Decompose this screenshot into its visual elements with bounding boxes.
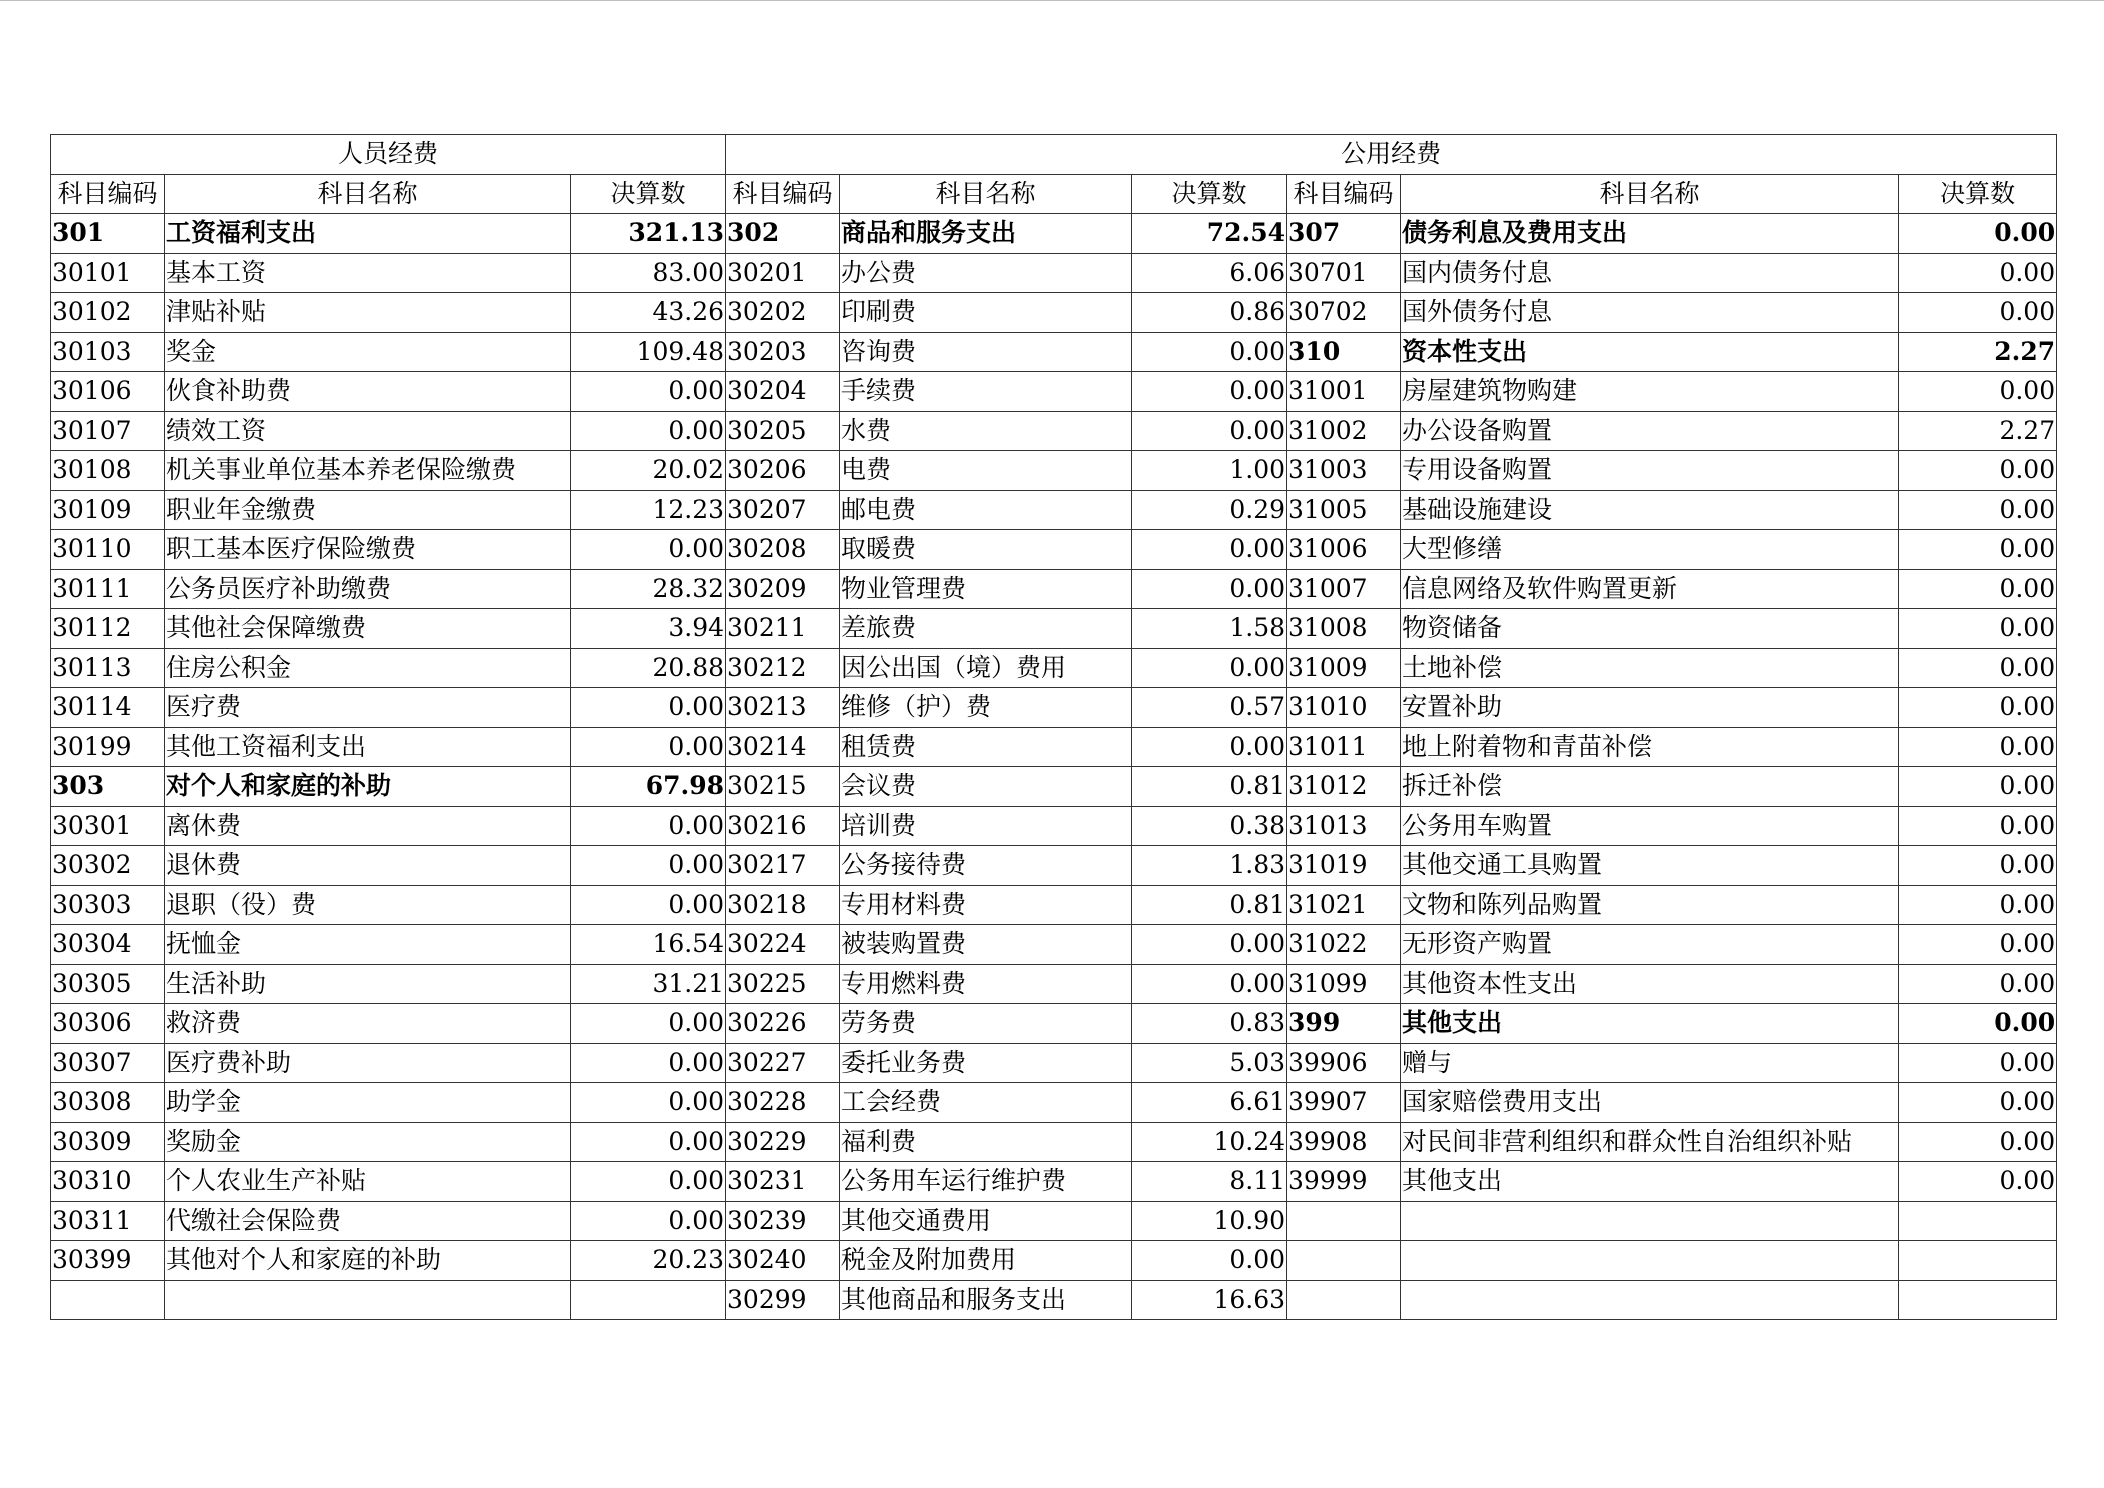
subject-name-cell: 会议费 [840,767,1132,807]
amount-cell: 0.00 [1899,253,2057,293]
subject-code-cell: 30212 [726,648,840,688]
subject-code-cell: 31002 [1287,411,1401,451]
subject-name-cell: 奖励金 [165,1122,571,1162]
subject-name-cell: 其他对个人和家庭的补助 [165,1241,571,1281]
amount-cell: 0.81 [1132,885,1287,925]
amount-cell [1899,1241,2057,1281]
subject-name-cell: 其他工资福利支出 [165,727,571,767]
subject-code-cell: 39906 [1287,1043,1401,1083]
amount-cell: 0.00 [571,727,726,767]
amount-cell: 0.00 [1132,372,1287,412]
table-row [51,727,2057,767]
subject-code-cell: 30399 [51,1241,165,1281]
table-row [51,885,2057,925]
subject-code-cell [1287,1201,1401,1241]
subject-name-cell: 国内债务付息 [1401,253,1899,293]
subject-name-cell: 退职（役）费 [165,885,571,925]
amount-cell: 6.06 [1132,253,1287,293]
subject-code-cell: 30225 [726,964,840,1004]
table-row [51,806,2057,846]
subject-name-cell: 培训费 [840,806,1132,846]
amount-cell: 0.00 [1899,451,2057,491]
table-row [51,609,2057,649]
subject-code-cell: 31008 [1287,609,1401,649]
table-row [51,214,2057,254]
subject-code-cell: 30239 [726,1201,840,1241]
amount-cell: 0.00 [1132,332,1287,372]
amount-cell: 0.00 [1132,648,1287,688]
amount-cell: 0.00 [1132,727,1287,767]
subject-code-cell: 30204 [726,372,840,412]
amount-cell: 0.00 [571,1083,726,1123]
amount-cell: 0.81 [1132,767,1287,807]
subject-code-cell: 30215 [726,767,840,807]
subject-name-cell: 离休费 [165,806,571,846]
table-row [51,372,2057,412]
amount-cell: 0.38 [1132,806,1287,846]
subject-name-cell: 职工基本医疗保险缴费 [165,530,571,570]
public-expenses-header: 公用经费 [726,135,2057,175]
subject-name-cell: 被装购置费 [840,925,1132,965]
subject-code-cell: 31006 [1287,530,1401,570]
subject-name-cell: 安置补助 [1401,688,1899,728]
subject-code-cell: 30111 [51,569,165,609]
subject-name-cell: 机关事业单位基本养老保险缴费 [165,451,571,491]
amount-cell: 83.00 [571,253,726,293]
subject-name-cell [1401,1241,1899,1281]
subject-code-cell: 31019 [1287,846,1401,886]
subject-name-cell: 物资储备 [1401,609,1899,649]
subject-code-cell: 31007 [1287,569,1401,609]
subject-name-cell: 手续费 [840,372,1132,412]
table-row [51,490,2057,530]
table-row [51,688,2057,728]
amount-cell: 0.00 [1899,964,2057,1004]
subject-name-cell: 其他支出 [1401,1162,1899,1202]
subject-code-cell: 30311 [51,1201,165,1241]
subject-code-cell: 30310 [51,1162,165,1202]
subject-code-cell: 31021 [1287,885,1401,925]
subject-code-cell: 30113 [51,648,165,688]
subject-name-cell: 代缴社会保险费 [165,1201,571,1241]
table-row [51,293,2057,333]
subject-name-cell: 工资福利支出 [165,214,571,254]
amount-cell: 0.00 [571,1162,726,1202]
subject-code-cell: 30305 [51,964,165,1004]
table-row [51,1122,2057,1162]
amount-cell [571,1280,726,1320]
subject-code-cell: 307 [1287,214,1401,254]
subject-name-cell: 劳务费 [840,1004,1132,1044]
subject-name-cell: 办公费 [840,253,1132,293]
amount-cell: 16.54 [571,925,726,965]
subject-name-cell: 专用材料费 [840,885,1132,925]
subject-code-cell: 39908 [1287,1122,1401,1162]
amount-cell: 0.00 [1899,293,2057,333]
table-row [51,964,2057,1004]
subject-name-cell: 助学金 [165,1083,571,1123]
subject-code-cell: 39999 [1287,1162,1401,1202]
subject-name-cell: 其他社会保障缴费 [165,609,571,649]
subject-code-cell: 30224 [726,925,840,965]
table-row [51,1241,2057,1281]
amount-cell: 12.23 [571,490,726,530]
subject-code-cell: 30702 [1287,293,1401,333]
amount-cell: 0.00 [1899,1083,2057,1123]
subject-name-cell: 福利费 [840,1122,1132,1162]
subject-code-cell: 30213 [726,688,840,728]
col-header-name: 科目名称 [165,174,571,214]
subject-name-cell: 其他交通费用 [840,1201,1132,1241]
amount-cell: 0.00 [1899,490,2057,530]
subject-code-cell: 30211 [726,609,840,649]
col-header-code: 科目编码 [1287,174,1401,214]
amount-cell: 0.00 [1899,846,2057,886]
subject-name-cell: 租赁费 [840,727,1132,767]
subject-code-cell: 31022 [1287,925,1401,965]
subject-code-cell: 30206 [726,451,840,491]
subject-name-cell: 伙食补助费 [165,372,571,412]
subject-code-cell: 30302 [51,846,165,886]
subject-name-cell: 因公出国（境）费用 [840,648,1132,688]
subject-code-cell [51,1280,165,1320]
subject-name-cell: 生活补助 [165,964,571,1004]
amount-cell: 0.00 [571,1004,726,1044]
subject-name-cell: 退休费 [165,846,571,886]
subject-name-cell: 拆迁补偿 [1401,767,1899,807]
col-header-name: 科目名称 [840,174,1132,214]
subject-name-cell: 住房公积金 [165,648,571,688]
subject-code-cell: 302 [726,214,840,254]
subject-code-cell: 30106 [51,372,165,412]
subject-name-cell: 对民间非营利组织和群众性自治组织补贴 [1401,1122,1899,1162]
amount-cell: 0.00 [571,372,726,412]
amount-cell: 72.54 [1132,214,1287,254]
subject-code-cell: 30301 [51,806,165,846]
subject-name-cell: 医疗费补助 [165,1043,571,1083]
amount-cell: 20.23 [571,1241,726,1281]
amount-cell: 10.24 [1132,1122,1287,1162]
col-header-amount: 决算数 [571,174,726,214]
subject-code-cell: 30226 [726,1004,840,1044]
col-header-amount: 决算数 [1899,174,2057,214]
amount-cell: 2.27 [1899,332,2057,372]
subject-name-cell: 其他商品和服务支出 [840,1280,1132,1320]
col-header-code: 科目编码 [51,174,165,214]
amount-cell: 0.00 [1132,411,1287,451]
subject-code-cell: 39907 [1287,1083,1401,1123]
subject-name-cell: 大型修缮 [1401,530,1899,570]
amount-cell: 31.21 [571,964,726,1004]
subject-code-cell: 30205 [726,411,840,451]
subject-name-cell: 奖金 [165,332,571,372]
amount-cell: 0.00 [1132,530,1287,570]
subject-code-cell: 30101 [51,253,165,293]
subject-code-cell: 30304 [51,925,165,965]
amount-cell: 1.58 [1132,609,1287,649]
subject-code-cell: 30228 [726,1083,840,1123]
subject-name-cell: 赠与 [1401,1043,1899,1083]
amount-cell: 0.00 [1899,372,2057,412]
amount-cell: 6.61 [1132,1083,1287,1123]
subject-code-cell: 30203 [726,332,840,372]
subject-code-cell: 30216 [726,806,840,846]
table-row [51,1043,2057,1083]
col-header-name: 科目名称 [1401,174,1899,214]
subject-name-cell: 信息网络及软件购置更新 [1401,569,1899,609]
amount-cell: 20.88 [571,648,726,688]
amount-cell: 0.00 [1899,1122,2057,1162]
amount-cell: 0.00 [1899,688,2057,728]
subject-name-cell: 商品和服务支出 [840,214,1132,254]
table-row [51,1201,2057,1241]
amount-cell: 0.00 [1132,964,1287,1004]
col-header-code: 科目编码 [726,174,840,214]
amount-cell: 0.00 [1899,1162,2057,1202]
subject-code-cell: 30114 [51,688,165,728]
subject-name-cell: 文物和陈列品购置 [1401,885,1899,925]
subject-name-cell: 专用燃料费 [840,964,1132,1004]
subject-name-cell: 工会经费 [840,1083,1132,1123]
subject-code-cell: 30240 [726,1241,840,1281]
subject-name-cell: 救济费 [165,1004,571,1044]
subject-name-cell: 差旅费 [840,609,1132,649]
subject-name-cell: 津贴补贴 [165,293,571,333]
table-row [51,530,2057,570]
table-row [51,451,2057,491]
amount-cell: 109.48 [571,332,726,372]
amount-cell: 1.00 [1132,451,1287,491]
subject-code-cell: 30217 [726,846,840,886]
subject-code-cell: 30231 [726,1162,840,1202]
subject-code-cell: 31003 [1287,451,1401,491]
subject-code-cell: 30208 [726,530,840,570]
amount-cell: 0.00 [1899,530,2057,570]
col-header-amount: 决算数 [1132,174,1287,214]
amount-cell: 0.00 [1899,1004,2057,1044]
subject-code-cell: 30202 [726,293,840,333]
subject-code-cell: 30107 [51,411,165,451]
subject-name-cell: 公务用车购置 [1401,806,1899,846]
table-row [51,648,2057,688]
subject-code-cell: 30227 [726,1043,840,1083]
subject-code-cell [1287,1241,1401,1281]
table-row [51,846,2057,886]
subject-name-cell: 债务利息及费用支出 [1401,214,1899,254]
amount-cell: 3.94 [571,609,726,649]
amount-cell: 10.90 [1132,1201,1287,1241]
amount-cell: 321.13 [571,214,726,254]
subject-code-cell: 31012 [1287,767,1401,807]
subject-name-cell: 咨询费 [840,332,1132,372]
amount-cell: 0.86 [1132,293,1287,333]
amount-cell: 0.00 [1899,648,2057,688]
subject-name-cell: 国外债务付息 [1401,293,1899,333]
subject-name-cell: 取暖费 [840,530,1132,570]
amount-cell: 0.00 [1899,925,2057,965]
amount-cell: 16.63 [1132,1280,1287,1320]
subject-name-cell: 资本性支出 [1401,332,1899,372]
amount-cell: 28.32 [571,569,726,609]
amount-cell: 0.00 [571,806,726,846]
amount-cell: 0.00 [571,885,726,925]
subject-name-cell: 物业管理费 [840,569,1132,609]
amount-cell: 0.00 [571,411,726,451]
subject-name-cell [1401,1280,1899,1320]
subject-code-cell: 31011 [1287,727,1401,767]
subject-code-cell: 31001 [1287,372,1401,412]
expenditure-table [50,134,2057,1320]
subject-name-cell: 电费 [840,451,1132,491]
amount-cell: 0.00 [1899,609,2057,649]
page-top-rule [0,0,2104,1]
subject-code-cell: 30218 [726,885,840,925]
amount-cell: 20.02 [571,451,726,491]
amount-cell: 0.00 [571,530,726,570]
subject-code-cell: 30110 [51,530,165,570]
subject-code-cell: 30103 [51,332,165,372]
subject-code-cell: 30229 [726,1122,840,1162]
subject-name-cell: 国家赔偿费用支出 [1401,1083,1899,1123]
amount-cell: 43.26 [571,293,726,333]
amount-cell: 0.00 [571,688,726,728]
table-row [51,925,2057,965]
subject-code-cell: 31013 [1287,806,1401,846]
subject-name-cell: 对个人和家庭的补助 [165,767,571,807]
amount-cell: 0.00 [571,1201,726,1241]
subject-code-cell: 31005 [1287,490,1401,530]
amount-cell: 0.00 [1132,569,1287,609]
subject-code-cell: 30102 [51,293,165,333]
group-header-row [51,135,2057,175]
subject-name-cell: 基本工资 [165,253,571,293]
subject-code-cell: 30309 [51,1122,165,1162]
subject-code-cell: 399 [1287,1004,1401,1044]
subject-code-cell: 310 [1287,332,1401,372]
table-row [51,332,2057,372]
personnel-expenses-header: 人员经费 [51,135,726,175]
subject-name-cell: 个人农业生产补贴 [165,1162,571,1202]
subject-code-cell: 30701 [1287,253,1401,293]
amount-cell: 0.00 [1132,1241,1287,1281]
subject-name-cell: 医疗费 [165,688,571,728]
subject-code-cell: 301 [51,214,165,254]
subject-name-cell [1401,1201,1899,1241]
subject-code-cell: 30214 [726,727,840,767]
subject-code-cell [1287,1280,1401,1320]
subject-name-cell: 印刷费 [840,293,1132,333]
subject-name-cell: 水费 [840,411,1132,451]
subject-code-cell: 30109 [51,490,165,530]
subject-code-cell: 30306 [51,1004,165,1044]
table-row [51,253,2057,293]
subject-code-cell: 31009 [1287,648,1401,688]
subject-code-cell: 30108 [51,451,165,491]
subject-name-cell: 维修（护）费 [840,688,1132,728]
subject-code-cell: 30303 [51,885,165,925]
column-header-row [51,174,2057,214]
amount-cell [1899,1280,2057,1320]
subject-name-cell: 职业年金缴费 [165,490,571,530]
subject-name-cell: 其他支出 [1401,1004,1899,1044]
subject-name-cell: 公务员医疗补助缴费 [165,569,571,609]
amount-cell: 1.83 [1132,846,1287,886]
amount-cell [1899,1201,2057,1241]
subject-name-cell: 无形资产购置 [1401,925,1899,965]
amount-cell: 0.00 [1899,767,2057,807]
amount-cell: 0.57 [1132,688,1287,728]
amount-cell: 0.00 [1899,727,2057,767]
table-row [51,569,2057,609]
amount-cell: 8.11 [1132,1162,1287,1202]
subject-name-cell: 地上附着物和青苗补偿 [1401,727,1899,767]
subject-name-cell: 公务用车运行维护费 [840,1162,1132,1202]
table-row [51,1162,2057,1202]
subject-name-cell: 土地补偿 [1401,648,1899,688]
amount-cell: 0.00 [1132,925,1287,965]
table-row [51,1083,2057,1123]
subject-code-cell: 30199 [51,727,165,767]
amount-cell: 67.98 [571,767,726,807]
subject-name-cell: 税金及附加费用 [840,1241,1132,1281]
table-row [51,767,2057,807]
subject-name-cell: 其他资本性支出 [1401,964,1899,1004]
subject-code-cell: 31010 [1287,688,1401,728]
subject-name-cell: 绩效工资 [165,411,571,451]
subject-name-cell: 其他交通工具购置 [1401,846,1899,886]
amount-cell: 0.00 [1899,885,2057,925]
subject-name-cell: 邮电费 [840,490,1132,530]
subject-code-cell: 303 [51,767,165,807]
subject-code-cell: 30299 [726,1280,840,1320]
amount-cell: 0.83 [1132,1004,1287,1044]
amount-cell: 0.00 [1899,214,2057,254]
subject-name-cell: 房屋建筑物购建 [1401,372,1899,412]
subject-code-cell: 30201 [726,253,840,293]
amount-cell: 0.00 [1899,1043,2057,1083]
table-row [51,411,2057,451]
amount-cell: 0.29 [1132,490,1287,530]
subject-code-cell: 30308 [51,1083,165,1123]
subject-name-cell: 公务接待费 [840,846,1132,886]
subject-code-cell: 30307 [51,1043,165,1083]
subject-code-cell: 30209 [726,569,840,609]
amount-cell: 0.00 [1899,806,2057,846]
amount-cell: 0.00 [571,1043,726,1083]
subject-name-cell: 办公设备购置 [1401,411,1899,451]
amount-cell: 0.00 [1899,569,2057,609]
subject-name-cell: 专用设备购置 [1401,451,1899,491]
amount-cell: 0.00 [571,846,726,886]
subject-code-cell: 30207 [726,490,840,530]
subject-code-cell: 31099 [1287,964,1401,1004]
amount-cell: 0.00 [571,1122,726,1162]
subject-code-cell: 30112 [51,609,165,649]
table-body [51,214,2057,1320]
subject-name-cell: 委托业务费 [840,1043,1132,1083]
amount-cell: 5.03 [1132,1043,1287,1083]
amount-cell: 2.27 [1899,411,2057,451]
table-row [51,1004,2057,1044]
table-row [51,1280,2057,1320]
subject-name-cell [165,1280,571,1320]
subject-name-cell: 抚恤金 [165,925,571,965]
subject-name-cell: 基础设施建设 [1401,490,1899,530]
